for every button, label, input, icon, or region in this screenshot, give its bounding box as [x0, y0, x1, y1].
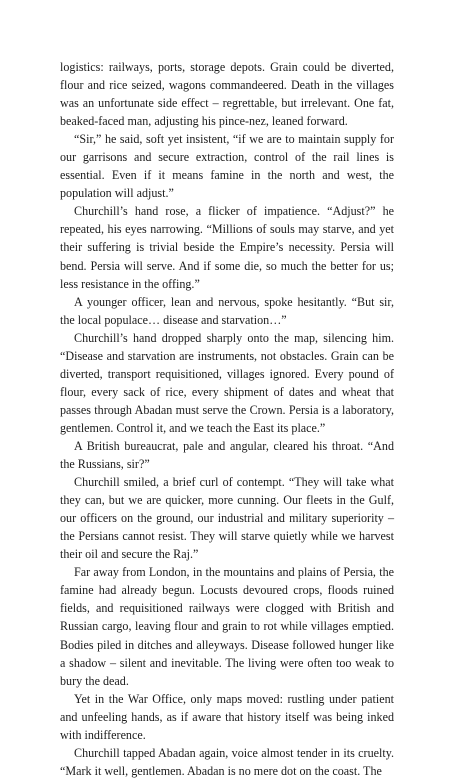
paragraph: A younger officer, lean and nervous, spoke hesitantly. “But sir, the local populace… disease and starvation…” — [60, 294, 394, 327]
paragraph: Far away from London, in the mountains and plains of Persia, the famine had already begun. Locusts devoured crops, floods ruined fields, and requisitioned railways were clogged with British and Russian cargo, leaving flour and grain to rot while villages emptied. Bodies piled in ditches and alleyways. Disease followed hunger like a shadow – silent and inevitable. The living were often too weak to bury the dead. — [60, 565, 394, 688]
paragraph: Churchill tapped Abadan again, voice almost tender in its cruelty. “Mark it well, gentlemen. Abadan is no mere dot on the coast. The — [60, 745, 394, 778]
paragraph: logistics: railways, ports, storage depots. Grain could be diverted, flour and rice seized, wagons commandeered. Death in the villages was an unfortunate side effect – regrettable, but irrelevant. One fat, beaked-faced man, adjusting his pince-nez, leaned forward. — [60, 60, 394, 129]
paragraph: Churchill’s hand dropped sharply onto the map, silencing him. “Disease and starvation are instruments, not obstacles. Grain can be diverted, transport requisitioned, villages ignored. Every pound of flour, every sack of rice, every shipment of dates and wheat that passes through Abadan must serve the Crown. Persia is a laboratory, gentlemen. Control it, and we teach the East its place.” — [60, 330, 394, 435]
paragraph: “Sir,” he said, soft yet insistent, “if we are to maintain supply for our garrisons and secure extraction, control of the rail lines is essential. Even if it means famine in the north and west, the population will adjust.” — [60, 132, 394, 201]
paragraph: Churchill’s hand rose, a flicker of impatience. “Adjust?” he repeated, his eyes narrowing. “Millions of souls may starve, and yet their suffering is trivial beside the Empire’s necessity. Persia will bend. Persia will serve. And if some die, so much the better for us; less resistance in the offing.” — [60, 204, 394, 291]
book-page — [60, 58, 394, 780]
paragraph: A British bureaucrat, pale and angular, cleared his throat. “And the Russians, sir?” — [60, 438, 394, 472]
paragraph: Yet in the War Office, only maps moved: rustling under patient and unfeeling hands, as if aware that history itself was being inked with indifference. — [60, 691, 394, 742]
paragraph: Churchill smiled, a brief curl of contempt. “They will take what they can, but we are quicker, more cunning. Our fleets in the Gulf, our officers on the ground, our industrial and military superiority – the Persians cannot resist. They will starve quietly while we harvest their oil and secure the Raj.” — [60, 475, 394, 562]
